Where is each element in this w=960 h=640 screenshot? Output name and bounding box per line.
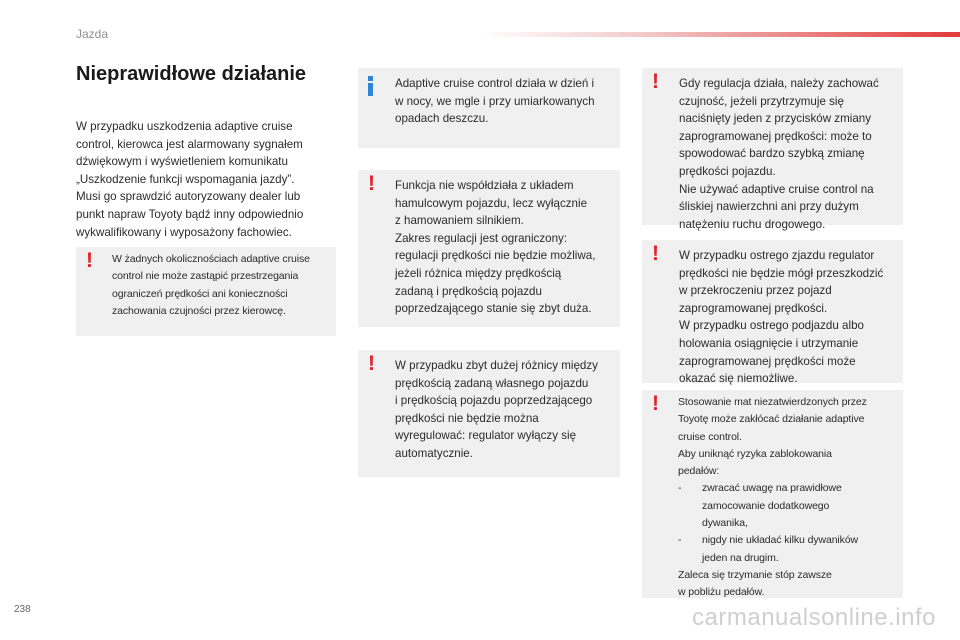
box-line: W przypadku ostrego podjazdu albo — [679, 319, 864, 333]
section-header: Jazda — [76, 27, 109, 41]
box-line: zaprogramowanej prędkości może — [679, 354, 856, 368]
box-line: Nie używać adaptive cruise control na — [679, 182, 874, 196]
box-line: czujność, jeżeli przytrzymuje się — [679, 94, 844, 108]
box-line: prędkości nie będzie można — [395, 411, 539, 425]
box-line: śliskiej nawierzchni ani przy dużym — [679, 200, 859, 214]
box-line: Zakres regulacji jest ograniczony: — [395, 231, 568, 245]
warning-box-braking — [358, 170, 620, 327]
box-line: poprzedzającego stanie się zbyt duża. — [395, 302, 592, 316]
box-line: w nocy, we mgle i przy umiarkowanych — [395, 94, 595, 108]
header-accent-bar — [480, 32, 960, 37]
box-line: i prędkością pojazdu poprzedzającego — [395, 394, 593, 408]
intro-line: „Uszkodzenie funkcji wspomagania jazdy”. — [76, 172, 295, 186]
list-item-line: zwracać uwagę na prawidłowe — [702, 482, 842, 495]
box-line: automatycznie. — [395, 446, 473, 460]
box-line: W przypadku zbyt dużej różnicy między — [395, 359, 598, 372]
intro-paragraph — [76, 118, 332, 241]
list-item — [678, 480, 893, 532]
box-line: Aby uniknąć ryzyka zablokowania — [678, 447, 832, 460]
watermark: carmanualsonline.info — [692, 604, 936, 631]
bullet-dash: - — [678, 482, 682, 495]
box-line: prędkości nie będzie mógł przeszkodzić — [679, 266, 884, 280]
intro-line: Musi go sprawdzić autoryzowany dealer lub — [76, 190, 301, 204]
box-line: Toyotę może zakłócać działanie adaptive — [678, 413, 865, 426]
box-line: opadach deszczu. — [395, 112, 489, 126]
warning-box-floor-mats — [642, 390, 903, 598]
box-line: hamulcowym pojazdu, lecz wyłącznie — [395, 196, 588, 210]
box-line: Stosowanie mat niezatwierdzonych przez — [678, 396, 867, 408]
box-line: wyregulować: regulator wyłączy się — [395, 429, 577, 443]
page-title: Nieprawidłowe działanie — [76, 63, 307, 85]
warning-icon: ! — [86, 249, 93, 272]
box-line: control nie może zastąpić przestrzegania — [112, 270, 299, 283]
box-line: W żadnych okolicznościach adaptive cruise — [112, 253, 310, 265]
box-line: Gdy regulacja działa, należy zachować — [679, 77, 879, 90]
warning-icon: ! — [652, 70, 659, 93]
list-item — [678, 532, 893, 567]
list-item-line: dywanika, — [702, 517, 748, 530]
bullet-list — [678, 480, 893, 566]
page-number: 238 — [14, 604, 31, 615]
box-line: prędkości pojazdu. — [679, 164, 776, 178]
list-item-line: jeden na drugim. — [702, 551, 779, 564]
warning-box-vigilance — [642, 68, 903, 231]
box-line: ograniczeń prędkości ani konieczności — [112, 287, 288, 300]
intro-line: control, kierowca jest alarmowany sygnałem — [76, 137, 303, 151]
box-line: regulacji prędkości nie będzie możliwa, — [395, 249, 596, 263]
box-line: spowodować bardzo szybką zmianę — [679, 147, 865, 161]
box-line: holowania osiągnięcie i utrzymanie — [679, 336, 859, 350]
intro-line: wykwalifikowany i wyposażony fachowiec. — [76, 225, 292, 239]
box-line: cruise control. — [678, 430, 742, 443]
list-item-line: nigdy nie układać kilku dywaników — [702, 534, 859, 547]
warning-box-safety — [76, 247, 336, 336]
box-line: jeżeli różnica między prędkością — [395, 266, 562, 280]
box-line: Funkcja nie współdziała z układem — [395, 179, 574, 192]
warning-icon: ! — [368, 352, 375, 375]
box-line: Zaleca się trzymanie stóp zawsze — [678, 568, 832, 581]
warning-box-slopes — [642, 240, 903, 386]
box-line: pedałów: — [678, 465, 720, 478]
box-line: W przypadku ostrego zjazdu regulator — [679, 249, 875, 262]
box-line: naciśnięty jeden z przycisków zmiany — [679, 112, 872, 126]
box-line: Adaptive cruise control działa w dzień i — [395, 77, 595, 90]
box-line: natężeniu ruchu drogowego. — [679, 217, 826, 231]
intro-line: dźwiękowym i wyświetleniem komunikatu — [76, 155, 288, 169]
box-line: okazać się niemożliwe. — [679, 372, 798, 386]
info-box-conditions — [358, 68, 620, 148]
bullet-dash: - — [678, 534, 682, 547]
box-line: zadaną i prędkością pojazdu — [395, 284, 542, 298]
box-line: zaprogramowanej prędkości. — [679, 301, 828, 315]
intro-line: punkt napraw Toyoty bądź inny odpowiednio — [76, 207, 304, 221]
info-icon — [368, 76, 374, 96]
intro-line: W przypadku uszkodzenia adaptive cruise — [76, 120, 293, 133]
box-line: w pobliżu pedałów. — [678, 586, 765, 599]
warning-icon: ! — [368, 172, 375, 195]
box-line: zachowania czujności przez kierowcę. — [112, 304, 286, 317]
warning-icon: ! — [652, 242, 659, 265]
box-line: w przekroczeniu przez pojazd — [679, 284, 832, 298]
list-item-line: zamocowanie dodatkowego — [702, 499, 830, 512]
warning-box-speed-difference — [358, 350, 620, 477]
box-line: z hamowaniem silnikiem. — [395, 214, 524, 228]
box-line: prędkością zadaną własnego pojazdu — [395, 376, 589, 390]
warning-icon: ! — [652, 392, 659, 415]
box-line: zaprogramowanej prędkości: może to — [679, 129, 872, 143]
